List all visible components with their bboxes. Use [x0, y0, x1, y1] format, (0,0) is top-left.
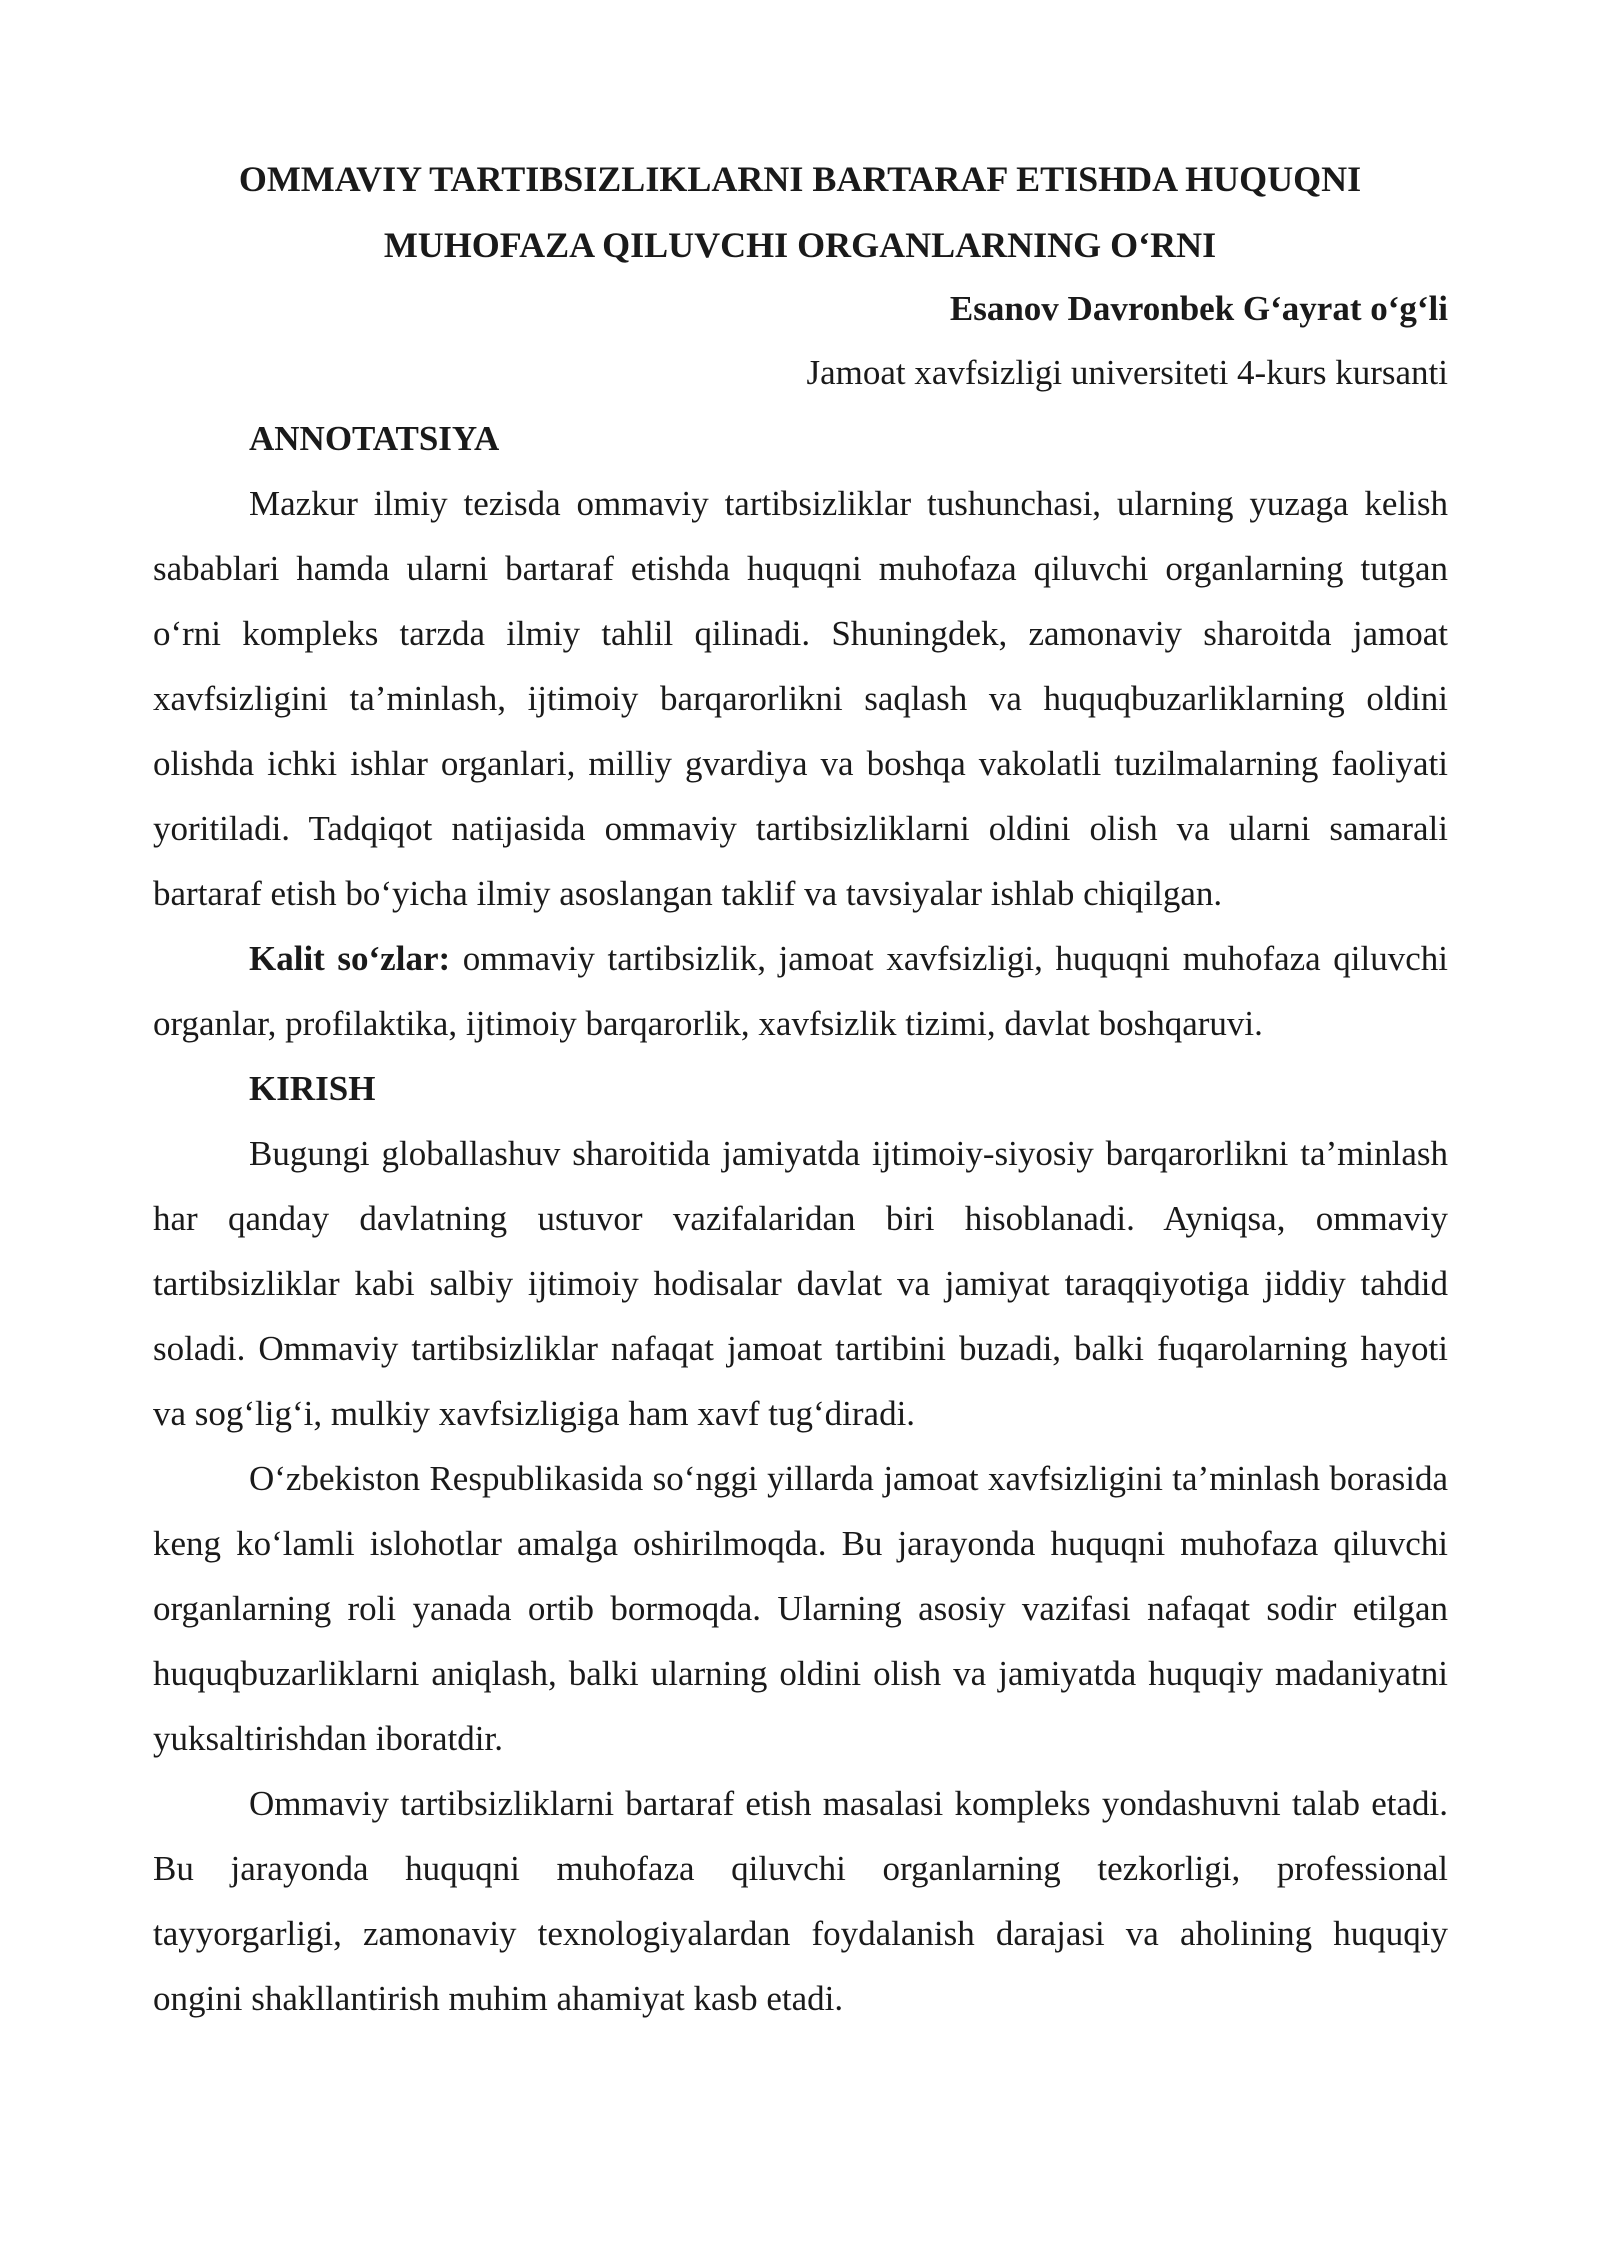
paper-title [152, 146, 1448, 278]
keywords-label: Kalit so‘zlar: [249, 939, 451, 978]
title-line-2: MUHOFAZA QILUVCHI ORGANLARNING O‘RNI [383, 225, 1217, 265]
intro-paragraph-3: Ommaviy tartibsizliklarni bartaraf etish masalasi kompleks yondashuvni talab etadi. Bu jarayonda huquqni muhofaza qiluvchi organlarning tezkorligi, professional tayyorgarligi, zamonaviy texnologiyalardan foydalanish darajasi va aholining huquqiy ongini shakllantirish muhim ahamiyat kasb etadi. [153, 1784, 1448, 2018]
intro-paragraph-2: O‘zbekiston Respublikasida so‘nggi yillarda jamoat xavfsizligini ta’minlash borasida keng ko‘lamli islohotlar amalga oshirilmoqda. Bu jarayonda huquqni muhofaza qiluvchi organlarning roli yanada ortib bormoqda. Ularning asosiy vazifasi nafaqat sodir etilgan huquqbuzarliklarni aniqlash, balki ularning oldini olish va jamiyatda huquqiy madaniyatni yuksaltirishdan iboratdir. [153, 1459, 1448, 1758]
annotation-paragraph: Mazkur ilmiy tezisda ommaviy tartibsizliklar tushunchasi, ularning yuzaga kelish sabablari hamda ularni bartaraf etishda huquqni muhofaza qiluvchi organlarning tutgan o‘rni kompleks tarzda ilmiy tahlil qilinadi. Shuningdek, zamonaviy sharoitda jamoat xavfsizligini ta’minlash, ijtimoiy barqarorlikni saqlash va huquqbuzarliklarning oldini olishda ichki ishlar organlari, milliy gvardiya va boshqa vakolatli tuzilmalarning faoliyati yoritiladi. Tadqiqot natijasida ommaviy tartibsizliklarni oldini olish va ularni samarali bartaraf etish bo‘yicha ilmiy asoslangan taklif va tavsiyalar ishlab chiqilgan. [153, 484, 1448, 913]
keywords-text: ommaviy tartibsizlik, jamoat xavfsizligi, huquqni muhofaza qiluvchi organlar, profilaktika, ijtimoiy barqarorlik, xavfsizlik tizimi, davlat boshqaruvi. [153, 939, 1448, 1043]
author-name: Esanov Davronbek G‘ayrat o‘g‘li [949, 289, 1448, 328]
keywords-paragraph [153, 926, 1448, 1056]
annotation-heading: ANNOTATSIYA [249, 419, 500, 458]
author-affiliation: Jamoat xavfsizligi universiteti 4-kurs kursanti [806, 353, 1448, 392]
intro-paragraph-1: Bugungi globallashuv sharoitida jamiyatda ijtimoiy-siyosiy barqarorlikni ta’minlash har qanday davlatning ustuvor vazifalaridan biri hisoblanadi. Ayniqsa, ommaviy tartibsizliklar kabi salbiy ijtimoiy hodisalar davlat va jamiyat taraqqiyotiga jiddiy tahdid soladi. Ommaviy tartibsizliklar nafaqat jamoat tartibini buzadi, balki fuqarolarning hayoti va sog‘lig‘i, mulkiy xavfsizligiga ham xavf tug‘diradi. [153, 1134, 1448, 1433]
paper-body [153, 406, 1448, 2031]
intro-heading: KIRISH [249, 1069, 376, 1108]
title-line-1: OMMAVIY TARTIBSIZLIKLARNI BARTARAF ETISHDA HUQUQNI [238, 159, 1362, 199]
